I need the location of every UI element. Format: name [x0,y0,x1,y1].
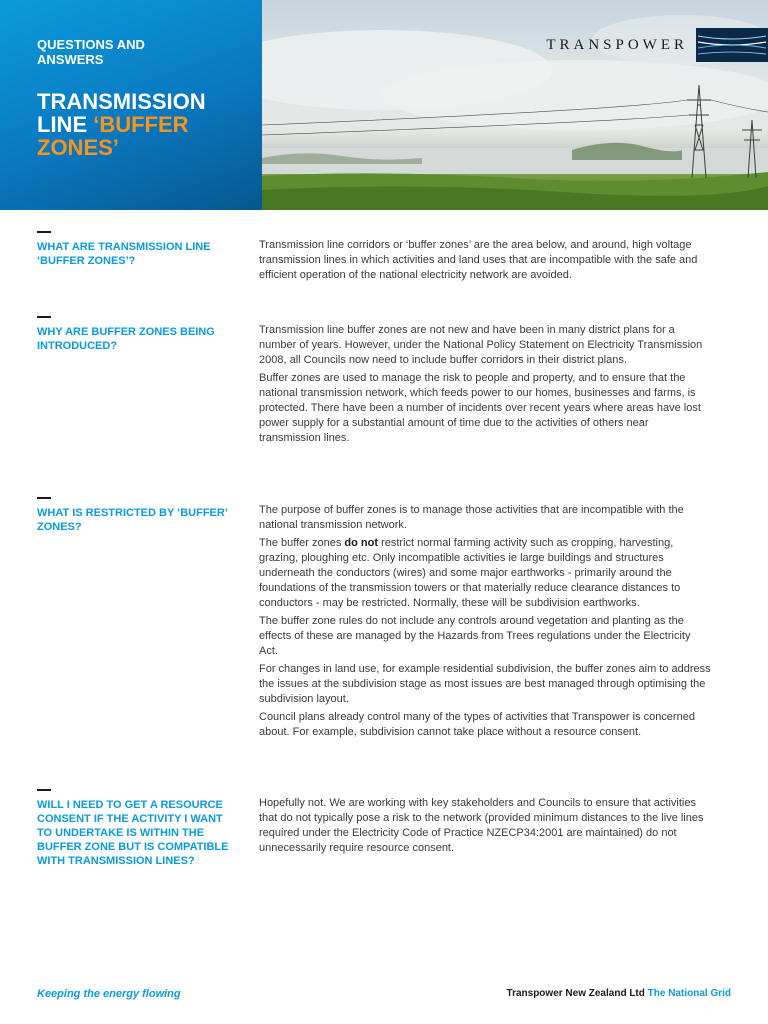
answer-paragraph: Transmission line corridors or ‘buffer zones’ are the area below, and around, high voltage transmission lines in which activities and land uses that are incompatible with the safe and efficient operation of the national electricity network are avoided. [259,239,698,281]
hero-landscape-image [262,0,768,210]
section-dash [37,316,51,318]
answer-paragraph: Transmission line buffer zones are not new and have been in many district plans for a number of years. However, under the National Policy Statement on Electricity Transmission 2008, all Councils now need to include buffer corridors in their district plans. [259,324,703,366]
header-panel [0,0,262,210]
answer-text [259,503,711,743]
section-dash [37,789,51,791]
section-dash [37,231,51,233]
logo-wordmark: TRANSPOWER [546,36,688,53]
answer-paragraph: Council plans already control many of the types of activities that Transpower is concerned about. For example, subdivision cannot take place without a resource consent. [259,711,695,738]
footer-company-name: Transpower New Zealand Ltd [506,988,648,999]
answer-text [259,238,711,286]
answer-paragraph-bold [259,536,711,611]
question-heading: WILL I NEED TO GET A RESOURCE CONSENT IF THE ACTIVITY I WANT TO UNDERTAKE IS WITHIN THE BUFFER ZONE BUT IS COMPATIBLE WITH TRANSMISSION LINES? [37,799,229,867]
title-line-3: ZONES’ [37,135,119,160]
title-line-2-orange: ‘BUFFER [93,112,189,137]
answer-paragraph: The purpose of buffer zones is to manage those activities that are incompatible with the national transmission network. [259,504,684,531]
logo-mark-icon [696,28,768,62]
emphasis-do-not: do not [344,537,379,549]
kicker-line-1: QUESTIONS AND [37,37,145,52]
text-run: The buffer zones [259,537,345,549]
question-heading: WHY ARE BUFFER ZONES BEING INTRODUCED? [37,326,215,352]
transpower-logo [546,28,768,62]
footer-grid-name: The National Grid [647,988,731,999]
answer-paragraph: For changes in land use, for example residential subdivision, the buffer zones aim to address the issues at the subdivision stage as most issues are best managed through optimising the subdivision layout. [259,663,711,705]
title-line-2 [37,113,257,136]
footer-tagline: Keeping the energy flowing [37,988,181,1000]
answer-paragraph: Buffer zones are used to manage the risk to people and property, and to ensure that the national transmission network, which feeds power to our homes, businesses and farms, is protected. There have been a number of incidents over recent years where areas have lost power supply for a substantial amount of time due to the activities of others near transmission lines. [259,372,701,444]
page-title [37,90,257,159]
document-kicker [37,37,237,67]
kicker-line-2: ANSWERS [37,52,104,67]
answer-paragraph: Hopefully not. We are working with key stakeholders and Councils to ensure that activities that do not typically pose a risk to the network (provided minimum distances to the live lines required under the Electricity Code of Practice NZECP34:2001 are maintained) do not unnecessarily require resource consent. [259,797,704,854]
title-line-2-white: LINE [37,112,94,137]
answer-text [259,323,711,449]
answer-paragraph: The buffer zone rules do not include any controls around vegetation and planting as the effects of these are managed by the Hazards from Trees regulations under the Electricity Act. [259,615,691,657]
section-dash [37,497,51,499]
question-heading: WHAT IS RESTRICTED BY ‘BUFFER’ ZONES? [37,507,228,533]
question-heading: WHAT ARE TRANSMISSION LINE ‘BUFFER ZONES’? [37,241,211,267]
text-run: restrict normal farming activity such as cropping, harvesting, grazing, ploughing etc. Only incompatible activities ie large buildings and structures underneath the conductors (wires) and some major earthworks - primarily around the foundations of the transmission towers or that materially reduce clearance distances to conductors - may be restricted. Normally, these will be subdivision earthworks. [259,537,681,609]
answer-text [259,796,711,859]
footer-company [507,988,731,999]
title-line-1: TRANSMISSION [37,89,206,114]
